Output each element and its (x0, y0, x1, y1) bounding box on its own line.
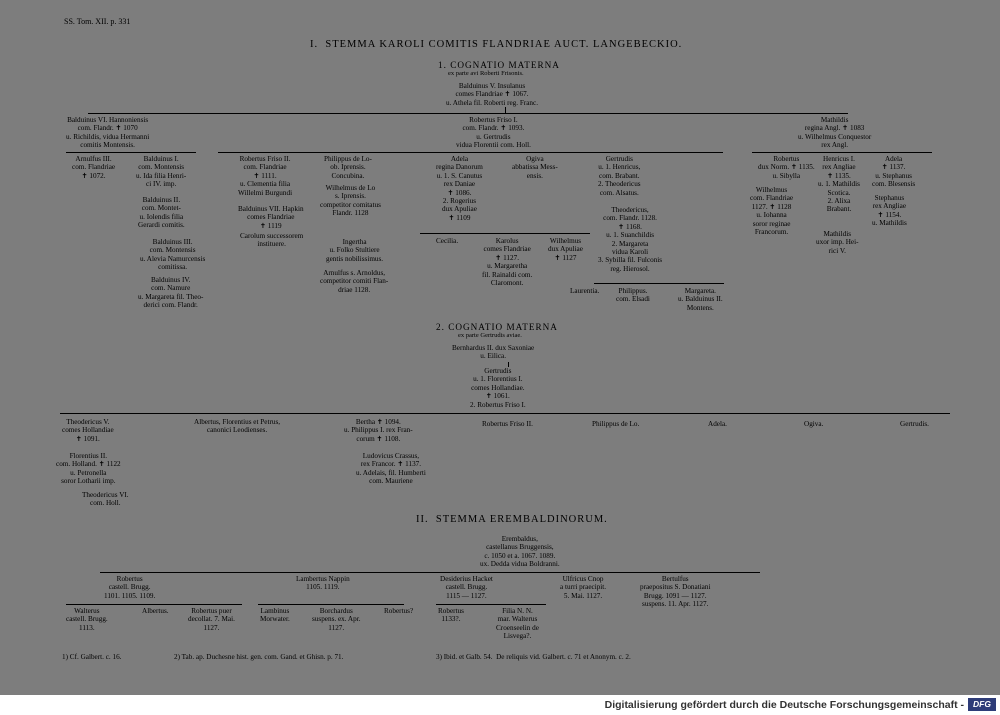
robertus-castellanus: Robertus castell. Brugg. 1101. 1105. 1109. (104, 575, 156, 600)
bertha: Bertha ✝ 1094. u. Philippus I. rex Fran- corum ✝ 1108. (344, 418, 413, 443)
wilhelmus-apuliae: Wilhelmus dux Apuliae ✝ 1127 (548, 237, 583, 262)
ulfricus-cnop: Ulfricus Cnop a turri praecipit. 5. Mai. 1127. (560, 575, 607, 600)
arnulfus-arnoldus: Arnulfus s. Arnoldus, competitor comiti Flan- driae 1128. (320, 269, 389, 294)
robertus-children-line (66, 604, 242, 605)
cecilia: Cecilia. (436, 237, 459, 245)
footnote-1: 1) Cf. Galbert. c. 16. (62, 653, 122, 661)
theodericus-v: Theodericus V. comes Hollandiae ✝ 1091. (62, 418, 114, 443)
bertulfus: Bertulfus praepositus S. Donatiani Brugg. 1091 — 1127. suspens. 11. Apr. 1127. (640, 575, 711, 609)
desiderius-children-line (436, 604, 546, 605)
mathildis-imperatrix: Mathildis uxor imp. Hei- rici V. (816, 230, 859, 255)
walterus: Walterus castell. Brugg. 1113. (66, 607, 108, 632)
root-balduinus-v: Balduinus V. Insulanus comes Flandriae ✝ 1067. u. Athela fil. Roberti reg. Franc. (446, 82, 539, 107)
balduinus-iv-namur: Balduinus IV. com. Namure u. Margareta fil. Theo- derici com. Flandr. (138, 276, 204, 310)
adela-blesensis: Adela ✝ 1137. u. Stephanus com. Blesensis (872, 155, 916, 189)
balduinus-vi: Balduinus VI. Hannoniensis com. Flandr. ✝ 1070 u. Richildis, vidua Hermanni comitis Montensis. (66, 116, 150, 150)
wilhelmus-flandriae: Wilhelmus com. Flandriae 1127. ✝ 1128 u. Iohanna soror reginae Francorum. (750, 186, 794, 237)
albertus-florentius-petrus: Albertus, Florentius et Petrus, canonici Leodienses. (194, 418, 281, 435)
arnulfus-iii: Arnulfus III. com. Flandriae ✝ 1072. (72, 155, 116, 180)
section3-heading: II. STEMMA EREMBALDINORUM. (416, 514, 608, 525)
gen1-line (88, 113, 848, 114)
root-bernhardus: Bernhardus II. dux Saxoniae u. Eilica. (452, 344, 535, 361)
root-erembaldus: Erembaldus, castellanus Bruggensis, c. 1050 et a. 1067. 1089. ux. Dedda vidua Boldranni. (480, 535, 560, 569)
albertus-s3: Albertus. (142, 607, 169, 615)
balduinus-vii-hapkin: Balduinus VII. Hapkin comes Flandriae ✝ 1119 (238, 205, 304, 230)
philippus-de-lo: Philippus de Lo- ob. Iprensis. Concubina. (324, 155, 372, 180)
robertus-puer: Robertus puer decollat. 7. Mai. 1127. (188, 607, 235, 632)
laurentia: Laurentia. (570, 287, 600, 295)
filia-nn: Filia N. N. mar. Walterus Croenseelin de Lisvega?. (496, 607, 539, 641)
philippus-de-lo-s2: Philippus de Lo. (592, 420, 640, 428)
lambertus-nappin: Lambertus Nappin 1105. 1119. (296, 575, 350, 592)
adela-children-line (420, 233, 590, 234)
baldwin6-children-line (66, 152, 196, 153)
robertus-friso-ii-s2: Robertus Friso II. (482, 420, 533, 428)
mathildis-children-line (752, 152, 932, 153)
theodericus-alsatus: Theodericus, com. Flandr. 1128. ✝ 1168. u. 1. Suanchildis 2. Margareta vidua Karoli 3. Sybilla fil. Fulconis reg. Hierosol. (598, 206, 663, 273)
theodericus-children-line (594, 283, 724, 284)
lambertus-children-line (258, 604, 404, 605)
philippus-elsadi: Philippus. com. Elsadi (616, 287, 650, 304)
wilhelmus-de-lo: Wilhelmus de Lo s. Iprensis. competitor comitatus Flandr. 1128 (320, 184, 381, 218)
section2-heading: 2. COGNATIO MATERNA (436, 322, 558, 332)
ogiva-s2: Ogiva. (804, 420, 824, 428)
stephanus-rex: Stephanus rex Angliae ✝ 1154. u. Mathildis (872, 194, 907, 228)
henricus-i-angliae: Henricus I. rex Angliae ✝ 1135. u. 1. Mathildis Scotica. 2. Alixa Brabant. (818, 155, 860, 214)
margareta-montens: Margareta. u. Balduinus II. Montens. (678, 287, 723, 312)
balduinus-iii-montensis: Balduinus III. com. Montensis u. Alevia Namurcensis comitissa. (140, 238, 206, 272)
lambinus: Lambinus Morwater. (260, 607, 290, 624)
gertrudis-saxoniae: Gertrudis u. 1. Florentius I. comes Hollandiae. ✝ 1061. 2. Robertus Friso I. (470, 367, 526, 409)
adela-regina: Adela regina Danorum u. 1. S. Canutus rex Daniae ✝ 1086. 2. Rogerius dux Apuliae ✝ 1109 (436, 155, 483, 222)
gen3-line (100, 572, 760, 573)
robertus-friso-ii: Robertus Friso II. com. Flandriae ✝ 1111. u. Clementia filia Willelmi Burgundi (238, 155, 293, 197)
connector (505, 107, 506, 113)
page-title: I. STEMMA KAROLI COMITIS FLANDRIAE AUCT. LANGEBECKIO. (310, 39, 683, 50)
digitization-footer (0, 695, 1000, 715)
adela-s2: Adela. (708, 420, 727, 428)
section2-subheading: ex parte Gertrudis aviae. (458, 332, 522, 339)
borchardus: Borchardus suspens. ex. Apr. 1127. (312, 607, 361, 632)
page-reference: SS. Tom. XII. p. 331 (64, 17, 131, 26)
florentius-ii: Florentius II. com. Holland. ✝ 1122 u. Petronella soror Lotharii imp. (56, 452, 121, 486)
footnote-2: 2) Tab. ap. Duchesne hist. gen. com. Gand. et Ghisn. p. 71. (174, 653, 344, 661)
balduinus-ii-montensis: Balduinus II. com. Montet- u. Iolendis filia Gerardi comitis. (138, 196, 185, 230)
ogiva-abbatissa: Ogiva abbatissa Mess- ensis. (512, 155, 558, 180)
ingertha: Ingertha u. Folko Stultiere gentis nobilissimus. (326, 238, 384, 263)
section1-subheading: ex parte avi Roberti Frisonis. (448, 70, 524, 77)
carolus-successor: Carolum successorem instituere. (240, 232, 304, 249)
footer-text: Digitalisierung gefördert durch die Deutsche Forschungsgemeinschaft - (604, 699, 964, 711)
section1-heading: 1. COGNATIO MATERNA (438, 60, 560, 70)
ludovicus-crassus: Ludovicus Crassus, rex Francor. ✝ 1137. u. Adelais, fil. Humberti com. Mauriene (356, 452, 426, 486)
gen2-line (60, 413, 950, 414)
balduinus-i-montensis: Balduinus I. com. Montensis u. Ida filia Henri- ci IV. imp. (136, 155, 187, 189)
robertus-normandiae: Robertus dux Norm. ✝ 1135. u. Sibylla (758, 155, 815, 180)
gertrudis-s2: Gertrudis. (900, 420, 929, 428)
theodericus-vi: Theodericus VI. com. Holl. (82, 491, 129, 508)
karolus-comes: Karolus comes Flandriae ✝ 1127. u. Margaretha fil. Rainaldi com. Claromont. (482, 237, 533, 288)
robertus-1133: Robertus 1133?. (438, 607, 464, 624)
footnote-3: 3) Ibid. et Galb. 54. De reliquis vid. Galbert. c. 71 et Anonym. c. 2. (436, 653, 631, 661)
robert-children-line (218, 152, 723, 153)
mathildis-regina: Mathildis regina Angl. ✝ 1083 u. Wilhelmus Conquestor rex Angl. (798, 116, 872, 150)
desiderius-hacket: Desiderius Hacket castell. Brugg. 1115 — 1127. (440, 575, 493, 600)
robertus-friso-i: Robertus Friso I. com. Flandr. ✝ 1093. u. Gertrudis vidua Florentii com. Holl. (456, 116, 531, 150)
gertrudis-daughter: Gertrudis u. 1. Henricus, com. Brabant. 2. Theodericus com. Alsatus. (598, 155, 641, 197)
dfg-logo-icon[interactable]: DFG (968, 698, 996, 711)
robertus-question: Robertus? (384, 607, 414, 615)
